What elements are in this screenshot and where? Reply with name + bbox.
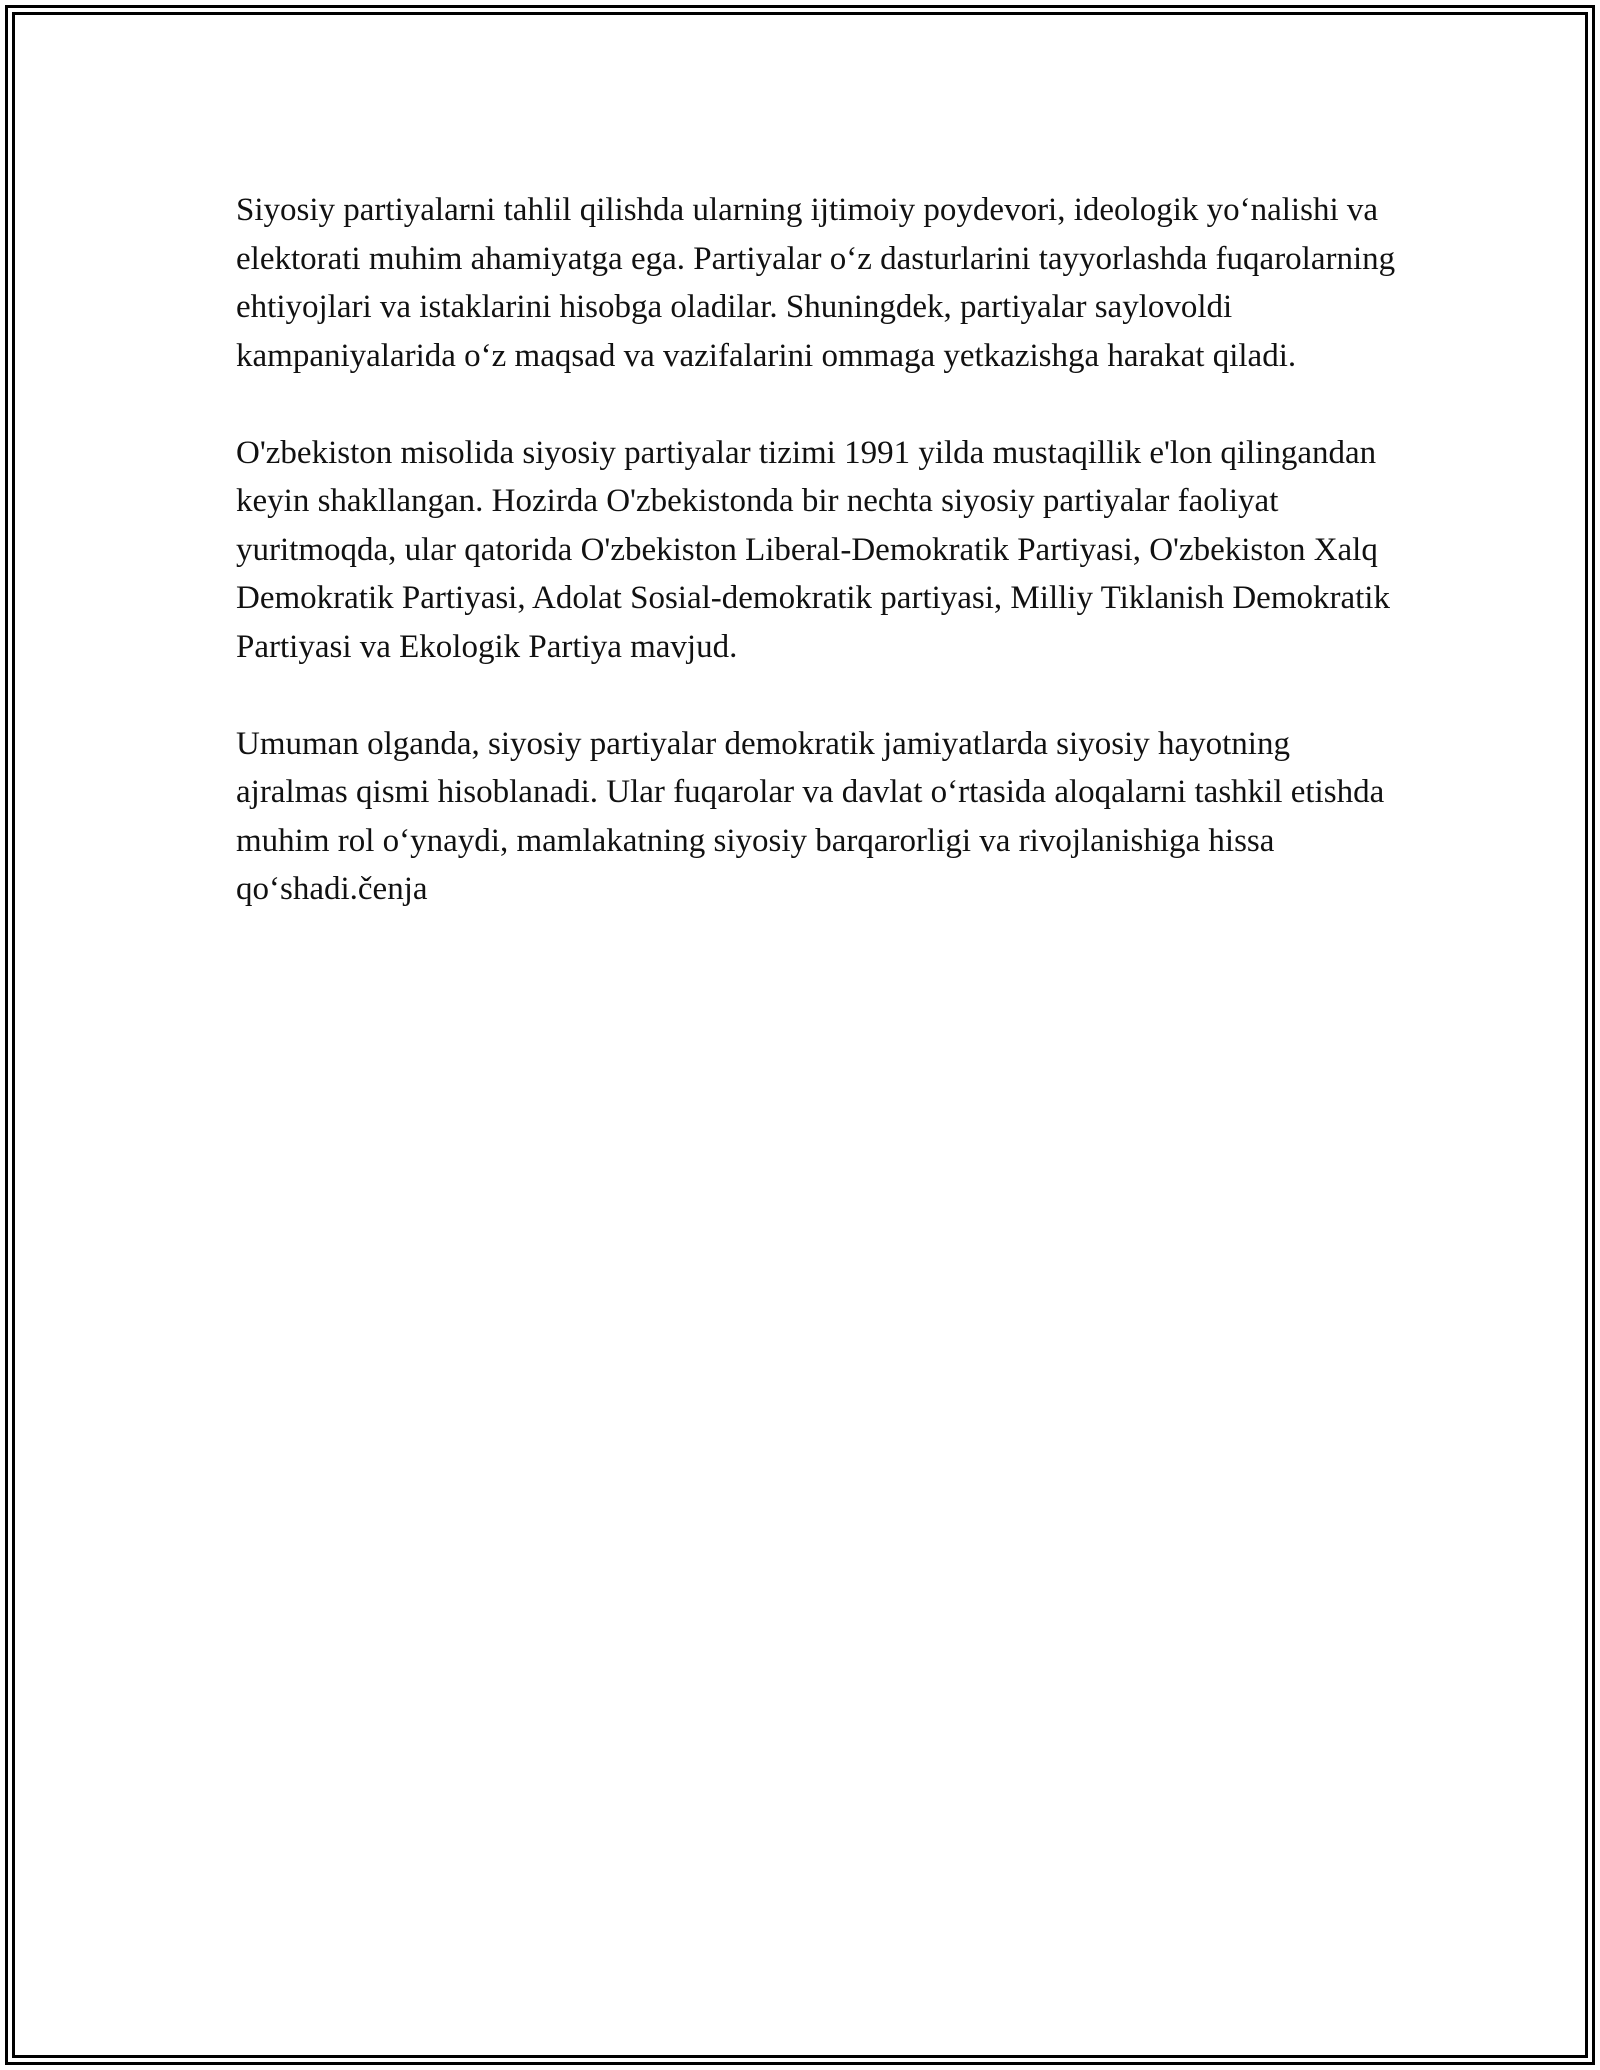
document-body bbox=[236, 186, 1406, 962]
paragraph-conclusion: Umuman olganda, siyosiy partiyalar demokratik jamiyatlarda siyosiy hayotning ajralmas qismi hisoblanadi. Ular fuqarolar va davlat o‘rtasida aloqalarni tashkil etishda muhim rol o‘ynaydi, mamlakatning siyosiy barqarorligi va rivojlanishiga hissa qo‘shadi.čenja bbox=[236, 725, 1385, 907]
paragraph-party-analysis: Siyosiy partiyalarni tahlil qilishda ularning ijtimoiy poydevori, ideologik yo‘nalishi va elektorati muhim ahamiyatga ega. Partiyalar o‘z dasturlarini tayyorlashda fuqarolarning ehtiyojlari va istaklarini hisobga oladilar. Shuningdek, partiyalar saylovoldi kampaniyalarida o‘z maqsad va vazifalarini ommaga yetkazishga harakat qiladi. bbox=[236, 192, 1396, 374]
paragraph-uzbekistan-parties: O'zbekiston misolida siyosiy partiyalar tizimi 1991 yilda mustaqillik e'lon qilingandan keyin shakllangan. Hozirda O'zbekistonda bir nechta siyosiy partiyalar faoliyat yuritmoqda, ular qatorida O'zbekiston Liberal-Demokratik Partiyasi, O'zbekiston Xalq Demokratik Partiyasi, Adolat Sosial-demokratik partiyasi, Milliy Tiklanish Demokratik Partiyasi va Ekologik Partiya mavjud. bbox=[236, 434, 1390, 665]
